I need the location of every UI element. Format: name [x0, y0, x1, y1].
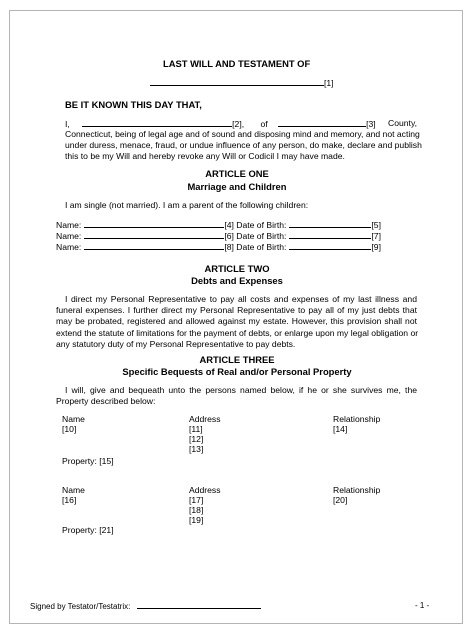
child-dob-tag: [7] — [371, 231, 381, 241]
article-two-subheading: Debts and Expenses — [191, 275, 283, 286]
bequest-property[interactable]: Property: [15] — [62, 456, 114, 466]
intro-line-4: this to be my Will and hereby revoke any Will or Codicil I may have made. — [65, 151, 345, 162]
signature-line — [30, 600, 261, 612]
child-name-blank[interactable] — [84, 230, 224, 239]
testator-name-field[interactable] — [150, 77, 334, 89]
intro-line-3: under duress, menace, fraud, or undue influence of any person, do make, declare and publish — [65, 140, 422, 151]
intro-paragraph — [65, 129, 422, 163]
intro-blank-2[interactable] — [82, 118, 232, 127]
page-number: - 1 - — [415, 601, 430, 610]
intro-of: of — [260, 119, 268, 129]
child-name-blank[interactable] — [84, 241, 224, 250]
bequest-line: I will, give and bequeath unto the persons named below, if he or she survives me, the — [65, 385, 417, 395]
testator-name-tag: [1] — [324, 78, 334, 88]
child-dob-tag: [9] — [371, 242, 381, 252]
article-two-heading: ARTICLE TWO — [204, 263, 270, 274]
child-dob-blank[interactable] — [289, 219, 371, 228]
article-three-subheading: Specific Bequests of Real and/or Personal Property — [122, 366, 352, 377]
bequest-name-label: Name — [62, 485, 85, 495]
testator-name-blank[interactable] — [150, 77, 324, 86]
child-name-tag: [4] — [224, 220, 234, 230]
intro-blank-3[interactable] — [278, 118, 366, 127]
bequest-relationship-label: Relationship — [333, 414, 381, 424]
children-statement: I am single (not married). I am a parent of the following children: — [65, 200, 309, 210]
child-dob-blank[interactable] — [289, 241, 371, 250]
signed-by-label: Signed by Testator/Testatrix: — [30, 602, 131, 611]
child-dob-label: Date of Birth: — [236, 242, 287, 252]
debts-line: funeral expenses. I further direct my Personal Representative to pay all of my just debts that — [56, 305, 417, 316]
bequest-relationship-label: Relationship — [333, 485, 381, 495]
bequest-relationship-tag[interactable]: [14] — [333, 424, 348, 434]
bequest-address-tag[interactable]: [13] — [189, 444, 204, 454]
child-dob-label: Date of Birth: — [236, 231, 287, 241]
debts-paragraph — [56, 294, 417, 350]
bequest-name-tag[interactable]: [10] — [62, 424, 77, 434]
bequest-relationship-tag[interactable]: [20] — [333, 495, 348, 505]
bequest-address-tag[interactable]: [11] — [189, 424, 203, 434]
bequest-address-label: Address — [189, 414, 221, 424]
document-title: LAST WILL AND TESTAMENT OF — [163, 58, 311, 69]
document-page — [9, 10, 463, 624]
bequest-property[interactable]: Property: [21] — [62, 525, 114, 535]
bequest-address-tag[interactable]: [18] — [189, 505, 204, 515]
intro-i: I, — [65, 119, 70, 129]
debts-line: extend the statute of limitations for the payment of debts, or enlarge upon my legal obligation or — [56, 327, 419, 338]
bequest-name-tag[interactable]: [16] — [62, 495, 77, 505]
article-three-heading: ARTICLE THREE — [199, 354, 275, 365]
intro-tag-3: [3] — [366, 119, 376, 129]
bequest-address-label: Address — [189, 485, 221, 495]
known-heading: BE IT KNOWN THIS DAY THAT, — [65, 99, 202, 110]
bequest-line: Property described below: — [56, 396, 156, 407]
bequest-name-label: Name — [62, 414, 85, 424]
intro-county: County, — [388, 118, 417, 128]
bequest-address-tag[interactable]: [19] — [189, 515, 204, 525]
child-name-tag: [8] — [224, 242, 234, 252]
article-one-subheading: Marriage and Children — [187, 181, 287, 192]
child-name-label: Name: — [56, 220, 82, 230]
bequest-paragraph — [56, 385, 417, 407]
child-name-tag: [6] — [224, 231, 234, 241]
debts-line: may be probated, registered and allowed against my estate. However, this provision shall not — [56, 316, 417, 327]
child-dob-blank[interactable] — [289, 230, 371, 239]
intro-line-2: Connecticut, being of legal age and of sound and disposing mind and memory, and not acting — [65, 129, 420, 139]
signature-blank[interactable] — [137, 600, 261, 609]
child-name-label: Name: — [56, 242, 82, 252]
child-row — [56, 241, 381, 253]
article-one-heading: ARTICLE ONE — [205, 168, 269, 179]
child-name-blank[interactable] — [84, 219, 224, 228]
child-dob-label: Date of Birth: — [236, 220, 287, 230]
debts-line: any statutory duty of my Personal Representative to pay debts. — [56, 338, 296, 349]
bequest-address-tag[interactable]: [17] — [189, 495, 204, 505]
intro-tag-2: [2], — [232, 119, 245, 129]
debts-line: I direct my Personal Representative to pay all costs and expenses of my last illness and — [65, 294, 417, 304]
bequest-address-tag[interactable]: [12] — [189, 434, 204, 444]
child-dob-tag: [5] — [371, 220, 381, 230]
child-name-label: Name: — [56, 231, 82, 241]
